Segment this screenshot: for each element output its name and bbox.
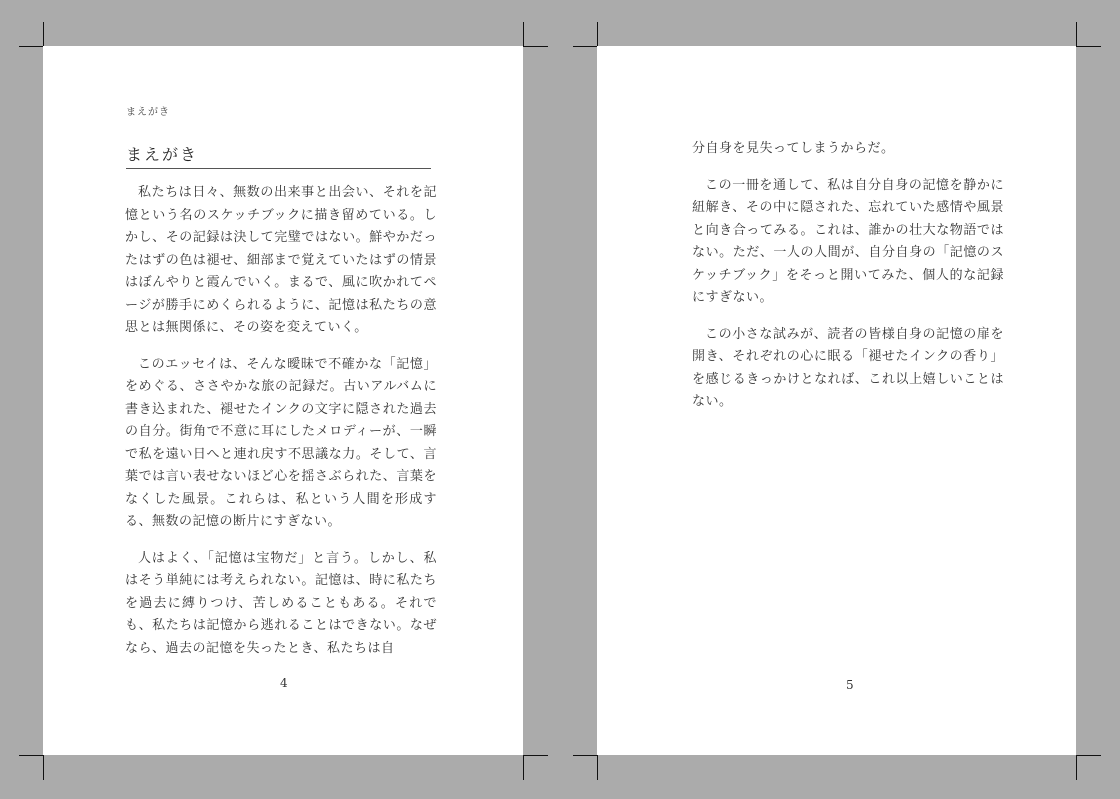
page-number: 4 <box>280 676 288 690</box>
crop-mark <box>573 755 598 780</box>
crop-mark <box>1076 22 1101 47</box>
running-head: まえがき <box>126 107 170 118</box>
paragraph: 人はよく、「記憶は宝物だ」と言う。しかし、私はそう単純には考えられない。記憶は、時に私たちを過去に縛りつけ、苦しめることもある。それでも、私たちは記憶から逃れることはできない。なぜなら、過去の記憶を失ったとき、私たちは自 <box>125 550 437 656</box>
crop-mark <box>523 755 548 780</box>
crop-mark <box>19 755 44 780</box>
crop-mark <box>19 22 44 47</box>
crop-mark <box>573 22 598 47</box>
paragraph: 私たちは日々、無数の出来事と出会い、それを記憶という名のスケッチブックに描き留めている。しかし、その記録は決して完璧ではない。鮮やかだったはずの色は褪せ、細部まで覚えていたはずの情景はぼんやりと霞んでいく。まるで、風に吹かれてページが勝手にめくられるように、記憶は私たちの意思とは無関係に、その姿を変えていく。 <box>125 185 437 335</box>
paragraph: この小さな試みが、読者の皆様自身の記憶の扉を開き、それぞれの心に眠る「褪せたインクの香り」を感じるきっかけとなれば、これ以上嬉しいことはない。 <box>692 326 1004 409</box>
paragraph: この一冊を通して、私は自分自身の記憶を静かに紐解き、その中に隠された、忘れていた感情や風景と向き合ってみる。これは、誰かの壮大な物語ではない。ただ、一人の人間が、自分自身の「記憶のスケッチブック」をそっと開いてみた、個人的な記録にすぎない。 <box>692 177 1004 305</box>
crop-mark <box>1076 755 1101 780</box>
paragraph: このエッセイは、そんな曖昧で不確かな「記憶」をめぐる、ささやかな旅の記録だ。古いアルバムに書き込まれた、褪せたインクの文字に隠された過去の自分。街角で不意に耳にしたメロディーが、一瞬で私を遠い日へと連れ戻す不思議な力。そして、言葉では言い表せないほど心を揺さぶられた、言葉をなくした風景。これらは、私という人間を形成する、無数の記憶の断片にすぎない。 <box>125 356 437 529</box>
body-text <box>692 138 1004 428</box>
paragraph-continuation: 分自身を見失ってしまうからだ。 <box>692 141 895 156</box>
chapter-title: まえがき <box>126 142 431 169</box>
body-text <box>125 182 437 674</box>
page-left <box>43 46 523 755</box>
page-number: 5 <box>846 678 854 692</box>
crop-mark <box>523 22 548 47</box>
page-right <box>597 46 1076 755</box>
